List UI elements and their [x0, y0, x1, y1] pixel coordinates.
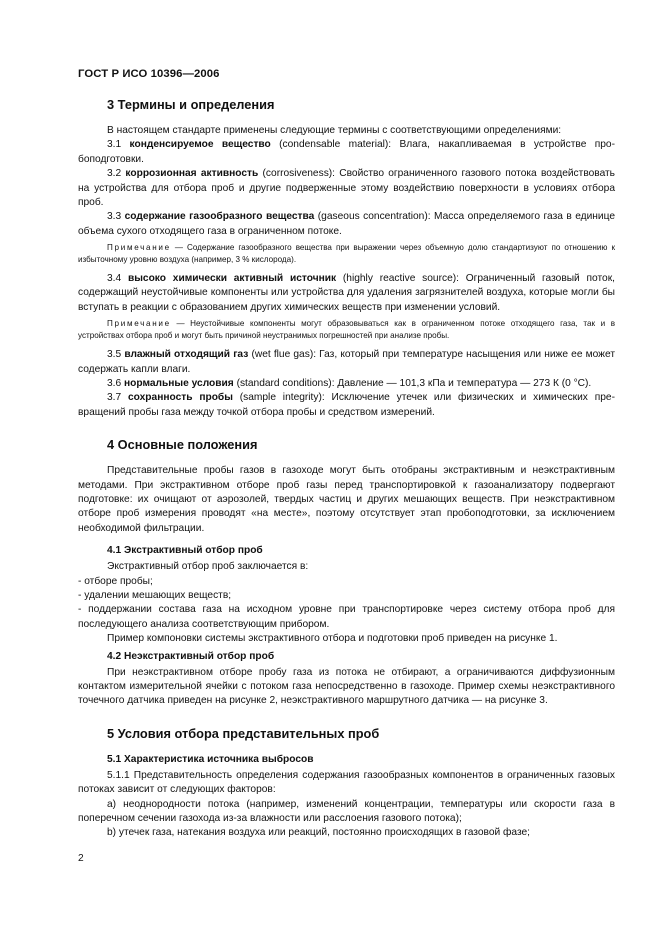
- term-3-2-definition: (corrosiveness): Свойство ограниченного газового потока воздействовать на устройства для отбора проб и другие подверженные этому воздействию поверхности в условиях отбора проб.: [78, 168, 615, 209]
- term-3-6-definition: (standard conditions): Давление — 101,3 кПа и температура — 273 К (0 °С).: [233, 377, 592, 389]
- note-3-3-text: — Содержание газообразного вещества при выражении через объемную долю стандартизуют по отношению к избыточному уровню воздуха (например, 3 % кислорода).: [78, 243, 615, 264]
- running-header: ГОСТ Р ИСО 10396—2006: [78, 68, 220, 80]
- list-item-4-1-1: - отборе пробы;: [78, 575, 153, 587]
- term-3-6-name: нормальные условия: [124, 377, 234, 389]
- subsection-4-1-intro: Экстрактивный отбор проб заключается в:: [107, 561, 309, 573]
- term-3-2: [78, 167, 615, 210]
- note-3-4-label: Примечание: [107, 319, 171, 329]
- term-3-3-definition: (gaseous concentration): Масса определяемого газа в единице объема сухого отходящего газа в ограниченном потоке.: [78, 211, 616, 237]
- section-3-heading: 3 Термины и определения: [107, 97, 275, 112]
- section-4-heading: 4 Основные положения: [107, 437, 258, 453]
- clause-5-1-1: 5.1.1 Представительность определения содержания газообразных компонентов в ограниченных газовых потоках зависит от следующих факторов:: [78, 769, 615, 796]
- note-3-3-label: Примечание: [107, 243, 171, 253]
- term-3-5-definition: (wet flue gas): Газ, который при температуре насыщения или ниже ее может содержать капли влаги.: [78, 349, 615, 375]
- list-item-4-1-3: - поддержании состава газа на исходном уровне при транспортировке через систему отбора проб для последующего анализа соответствующим прибором.: [78, 604, 615, 630]
- term-3-7-name: сохранность пробы: [128, 392, 233, 404]
- term-3-4-definition: (highly reactive source): Ограниченный газовый поток, содержащий неустойчивые компоненты или устройства для удаления загрязнителей воздуха, которые могли бы вступать в реакции с образованием других химических веществ при изменении условий.: [78, 273, 615, 313]
- term-3-7: [78, 391, 615, 420]
- term-3-5-number: 3.5: [107, 349, 125, 361]
- term-3-7-number: 3.7: [107, 392, 128, 404]
- note-3-3: [78, 242, 615, 265]
- subsection-4-1-heading: 4.1 Экстрактивный отбор проб: [107, 545, 263, 557]
- note-3-4-text: — Неустойчивые компоненты могут образовываться как в ограниченном потоке отходящего газа, так и в устройствах отбора проб и могут быть причиной неустранимых погрешностей при анализе пробы.: [78, 319, 615, 340]
- term-3-1-number: 3.1: [107, 139, 130, 151]
- term-3-4: [78, 272, 615, 315]
- section-4-paragraph: Представительные пробы газов в газоходе могут быть отобраны экстрактивным и неэкстрактивным методами. При экстрактивном отборе проб газы перед транспортировкой к газоанализатору подвергают подготовке: их очищают от аэрозолей, твердых частиц и других мешающих веществ. При неэкстрактивном отборе проб измерения проводят «на месте», поэтому отсутствует этап пробоподготовки, за исключением необходимой фильтрации.: [78, 465, 615, 534]
- section-3-intro: В настоящем стандарте применены следующие термины с соответствующими определениями:: [107, 125, 562, 136]
- subsection-4-1-example: Пример компоновки системы экстрактивного отбора и подготовки проб приведен на рисунке 1.: [107, 633, 558, 645]
- term-3-2-name: коррозионная активность: [125, 168, 259, 180]
- term-3-1-definition: (condensable material): Влага, накапливаемая в устройстве пробоподготовки.: [78, 139, 615, 165]
- term-3-4-name: высоко химически активный источник: [127, 273, 337, 285]
- section-5-heading: 5 Условия отбора представительных проб: [107, 725, 380, 741]
- list-item-a: a) неоднородности потока (например, изменений концентрации, температуры или скорости газа в поперечном сечении газохода из-за влажности или расслоения газового потока);: [78, 798, 615, 825]
- note-3-4: [78, 318, 615, 341]
- page-number: 2: [78, 853, 84, 864]
- subsection-5-1-heading: 5.1 Характеристика источника выбросов: [107, 753, 314, 765]
- term-3-1-name: конденсируемое вещество: [129, 139, 271, 151]
- term-3-5: [78, 348, 615, 377]
- list-item-4-1-2: - удалении мешающих веществ;: [78, 589, 232, 601]
- term-3-6: [78, 377, 615, 391]
- term-3-3-name: содержание газообразного вещества: [124, 211, 315, 223]
- page-body: [78, 97, 615, 841]
- term-3-3-number: 3.3: [107, 211, 125, 223]
- term-3-6-number: 3.6: [107, 377, 124, 389]
- term-3-3: [78, 210, 615, 239]
- subsection-4-2-text: При неэкстрактивном отборе пробу газа из потока не отбирают, а ограничиваются диффузионным контактом измерительной ячейки с потоком газа непосредственно в газоходе. Пример схемы неэкстрактивного точечного датчика приведен на рисунке 2, неэкстрактивного маршрутного датчика — на рисунке 3.: [78, 666, 615, 707]
- term-3-4-number: 3.4: [107, 273, 128, 285]
- term-3-5-name: влажный отходящий газ: [124, 349, 249, 361]
- subsection-4-2-heading: 4.2 Неэкстрактивный отбор проб: [107, 650, 275, 662]
- term-3-1: [78, 138, 615, 167]
- term-3-2-number: 3.2: [107, 168, 126, 180]
- term-3-7-definition: (sample integrity): Исключение утечек или физических и химических превращений пробы газа между точкой отбора пробы и средством измерений.: [78, 392, 615, 418]
- list-item-b: b) утечек газа, натекания воздуха или реакций, постоянно происходящих в газовой фазе;: [107, 827, 531, 839]
